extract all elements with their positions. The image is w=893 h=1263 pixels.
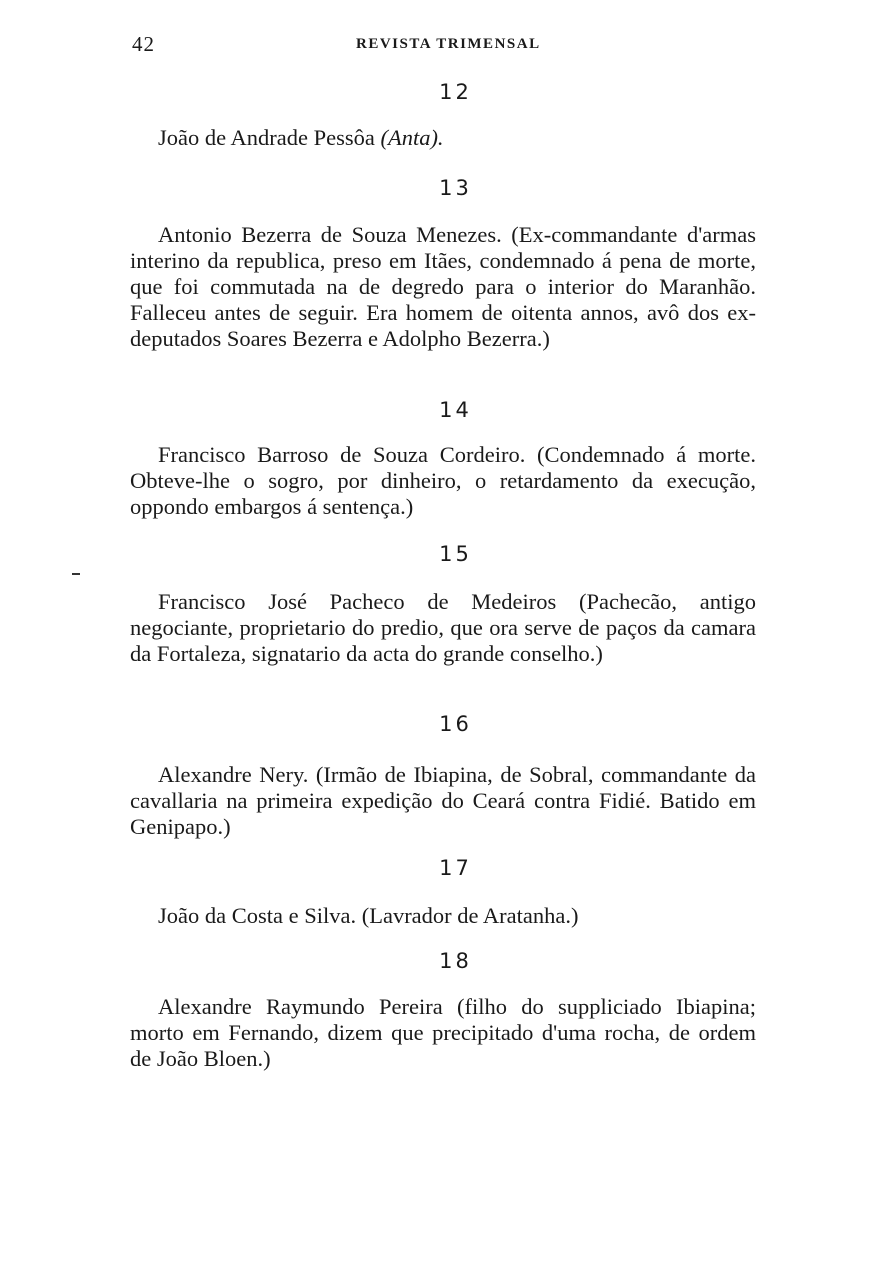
entry-text-17: João da Costa e Silva. (Lavrador de Aratanha.) — [158, 903, 579, 928]
entry-name-12: João de Andrade Pessôa — [158, 125, 375, 150]
running-title: REVISTA TRIMENSAL — [356, 36, 541, 52]
entry-text-15: Francisco José Pacheco de Medeiros (Pachecão, antigo negociante, proprietario do predio, que ora serve de paços da camara da Fortaleza, signatario da acta do grande conselho.) — [130, 589, 756, 666]
entry-number-13: 13 — [439, 176, 472, 200]
entry-number-12: 12 — [439, 80, 472, 104]
entry-text-14: Francisco Barroso de Souza Cordeiro. (Condemnado á morte. Obteve-lhe o sogro, por dinheiro, o retardamento da execução, oppondo embargos á sentença.) — [130, 442, 756, 519]
entry-number-18: 18 — [439, 949, 472, 973]
entry-nickname-12: (Anta). — [380, 125, 444, 150]
page-number: 42 — [132, 32, 155, 56]
entry-number-16: 16 — [439, 712, 472, 736]
entry-text-13: Antonio Bezerra de Souza Menezes. (Ex-commandante d'armas interino da republica, preso em Itães, condemnado á pena de morte, que foi commutada na de degredo para o interior do Maranhão. Falleceu antes de seguir. Era homem de oitenta annos, avô dos ex-deputados Soares Bezerra e Adolpho Bezerra.) — [130, 222, 756, 351]
entry-text-12 — [130, 125, 756, 151]
entry-text-18: Alexandre Raymundo Pereira (filho do suppliciado Ibiapina; morto em Fernando, dizem que precipitado d'uma rocha, de ordem de João Bloen.) — [130, 994, 756, 1071]
entry-text-16: Alexandre Nery. (Irmão de Ibiapina, de Sobral, commandante da cavallaria na primeira expedição do Ceará contra Fidié. Batido em Genipapo.) — [130, 762, 756, 839]
entry-number-15: 15 — [439, 542, 472, 566]
stray-mark — [72, 573, 80, 575]
entry-number-17: 17 — [439, 856, 472, 880]
page-header — [132, 32, 760, 58]
entry-number-14: 14 — [439, 398, 472, 422]
